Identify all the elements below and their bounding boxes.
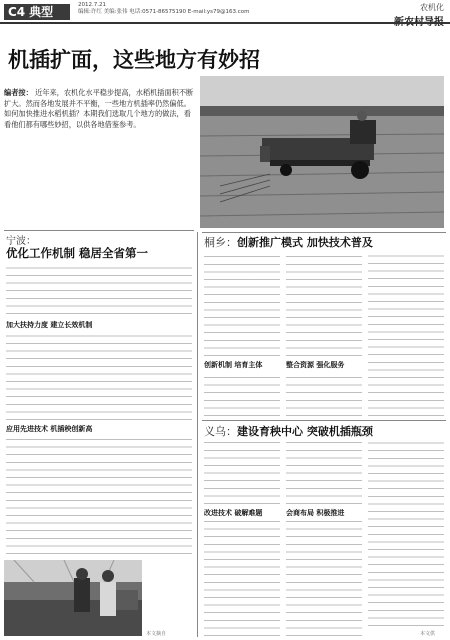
story-body-text (204, 250, 280, 356)
editor-note (4, 88, 194, 130)
story-byline: 本文摘自 (146, 631, 167, 637)
story-title-block (204, 234, 373, 250)
section-heading: 改进技术 破解难题 (204, 509, 263, 517)
story-title: 优化工作机制 稳居全省第一 (6, 246, 149, 260)
story-divider (202, 232, 446, 233)
section-name: 典型 (29, 5, 54, 19)
section-heading: 应用先进技术 机插秧创新高 (6, 425, 93, 433)
section-code: C4 (8, 5, 26, 19)
story-body-text (286, 520, 362, 636)
rice-transplanter-photo (200, 76, 444, 228)
section-badge (4, 4, 70, 20)
phone-line: 电话:0571-86575190 E-mail:ys79@163.com (129, 9, 250, 15)
issue-date: 2012.7.21 (78, 2, 106, 8)
story-body-text (204, 520, 280, 636)
story-body-text (286, 372, 362, 416)
page-headline: 机插扩面，这些地方有妙招 (8, 48, 260, 72)
story-body-text (6, 266, 192, 314)
story-body-text (286, 440, 362, 504)
story-body-text (204, 440, 280, 504)
editor-note-label: 编者按： (4, 88, 33, 97)
story-location: 桐乡： (204, 236, 237, 249)
story-location: 义乌： (204, 425, 237, 438)
page-header (0, 0, 450, 22)
story-body-text (6, 436, 192, 554)
column-divider (197, 232, 198, 637)
story-body-text (368, 440, 444, 626)
story-title-block (204, 423, 373, 439)
paper-name-logo (394, 13, 444, 28)
header-rule (0, 22, 450, 24)
editor-line: 编辑:许红 美编:张伟 (78, 9, 128, 15)
story-divider (202, 420, 446, 421)
story-body-text (286, 250, 362, 356)
story-body-text (6, 332, 192, 420)
section-heading: 创新机制 培育主体 (204, 361, 263, 369)
story-byline: 本文供 (420, 631, 436, 637)
story-body-text (368, 250, 444, 416)
header-meta (78, 2, 250, 16)
editor-note-text: 近年来，农机化水平稳步提高，水稻机插面积不断扩大。然而各地发展并不平衡，一些地方机插率仍然偏低。如何加快推进水稻机插？本期我们选取几个地方的做法，看看他们都有哪些妙招，以供各地借鉴参考。 (4, 88, 194, 129)
story-title: 建设育秧中心 突破机插瓶颈 (237, 425, 373, 438)
story-title: 创新推广模式 加快技术普及 (237, 236, 373, 249)
section-heading: 会商布局 积极推进 (286, 509, 345, 517)
paper-name-small: 农机化 (420, 3, 444, 12)
paper-name (394, 2, 444, 28)
section-heading: 整合资源 强化服务 (286, 361, 345, 369)
story-divider (4, 230, 194, 231)
seedling-greenhouse-photo (4, 560, 142, 636)
story-location: 宁波： (6, 236, 36, 247)
section-heading: 加大扶持力度 建立长效机制 (6, 321, 93, 329)
story-body-text (204, 372, 280, 416)
